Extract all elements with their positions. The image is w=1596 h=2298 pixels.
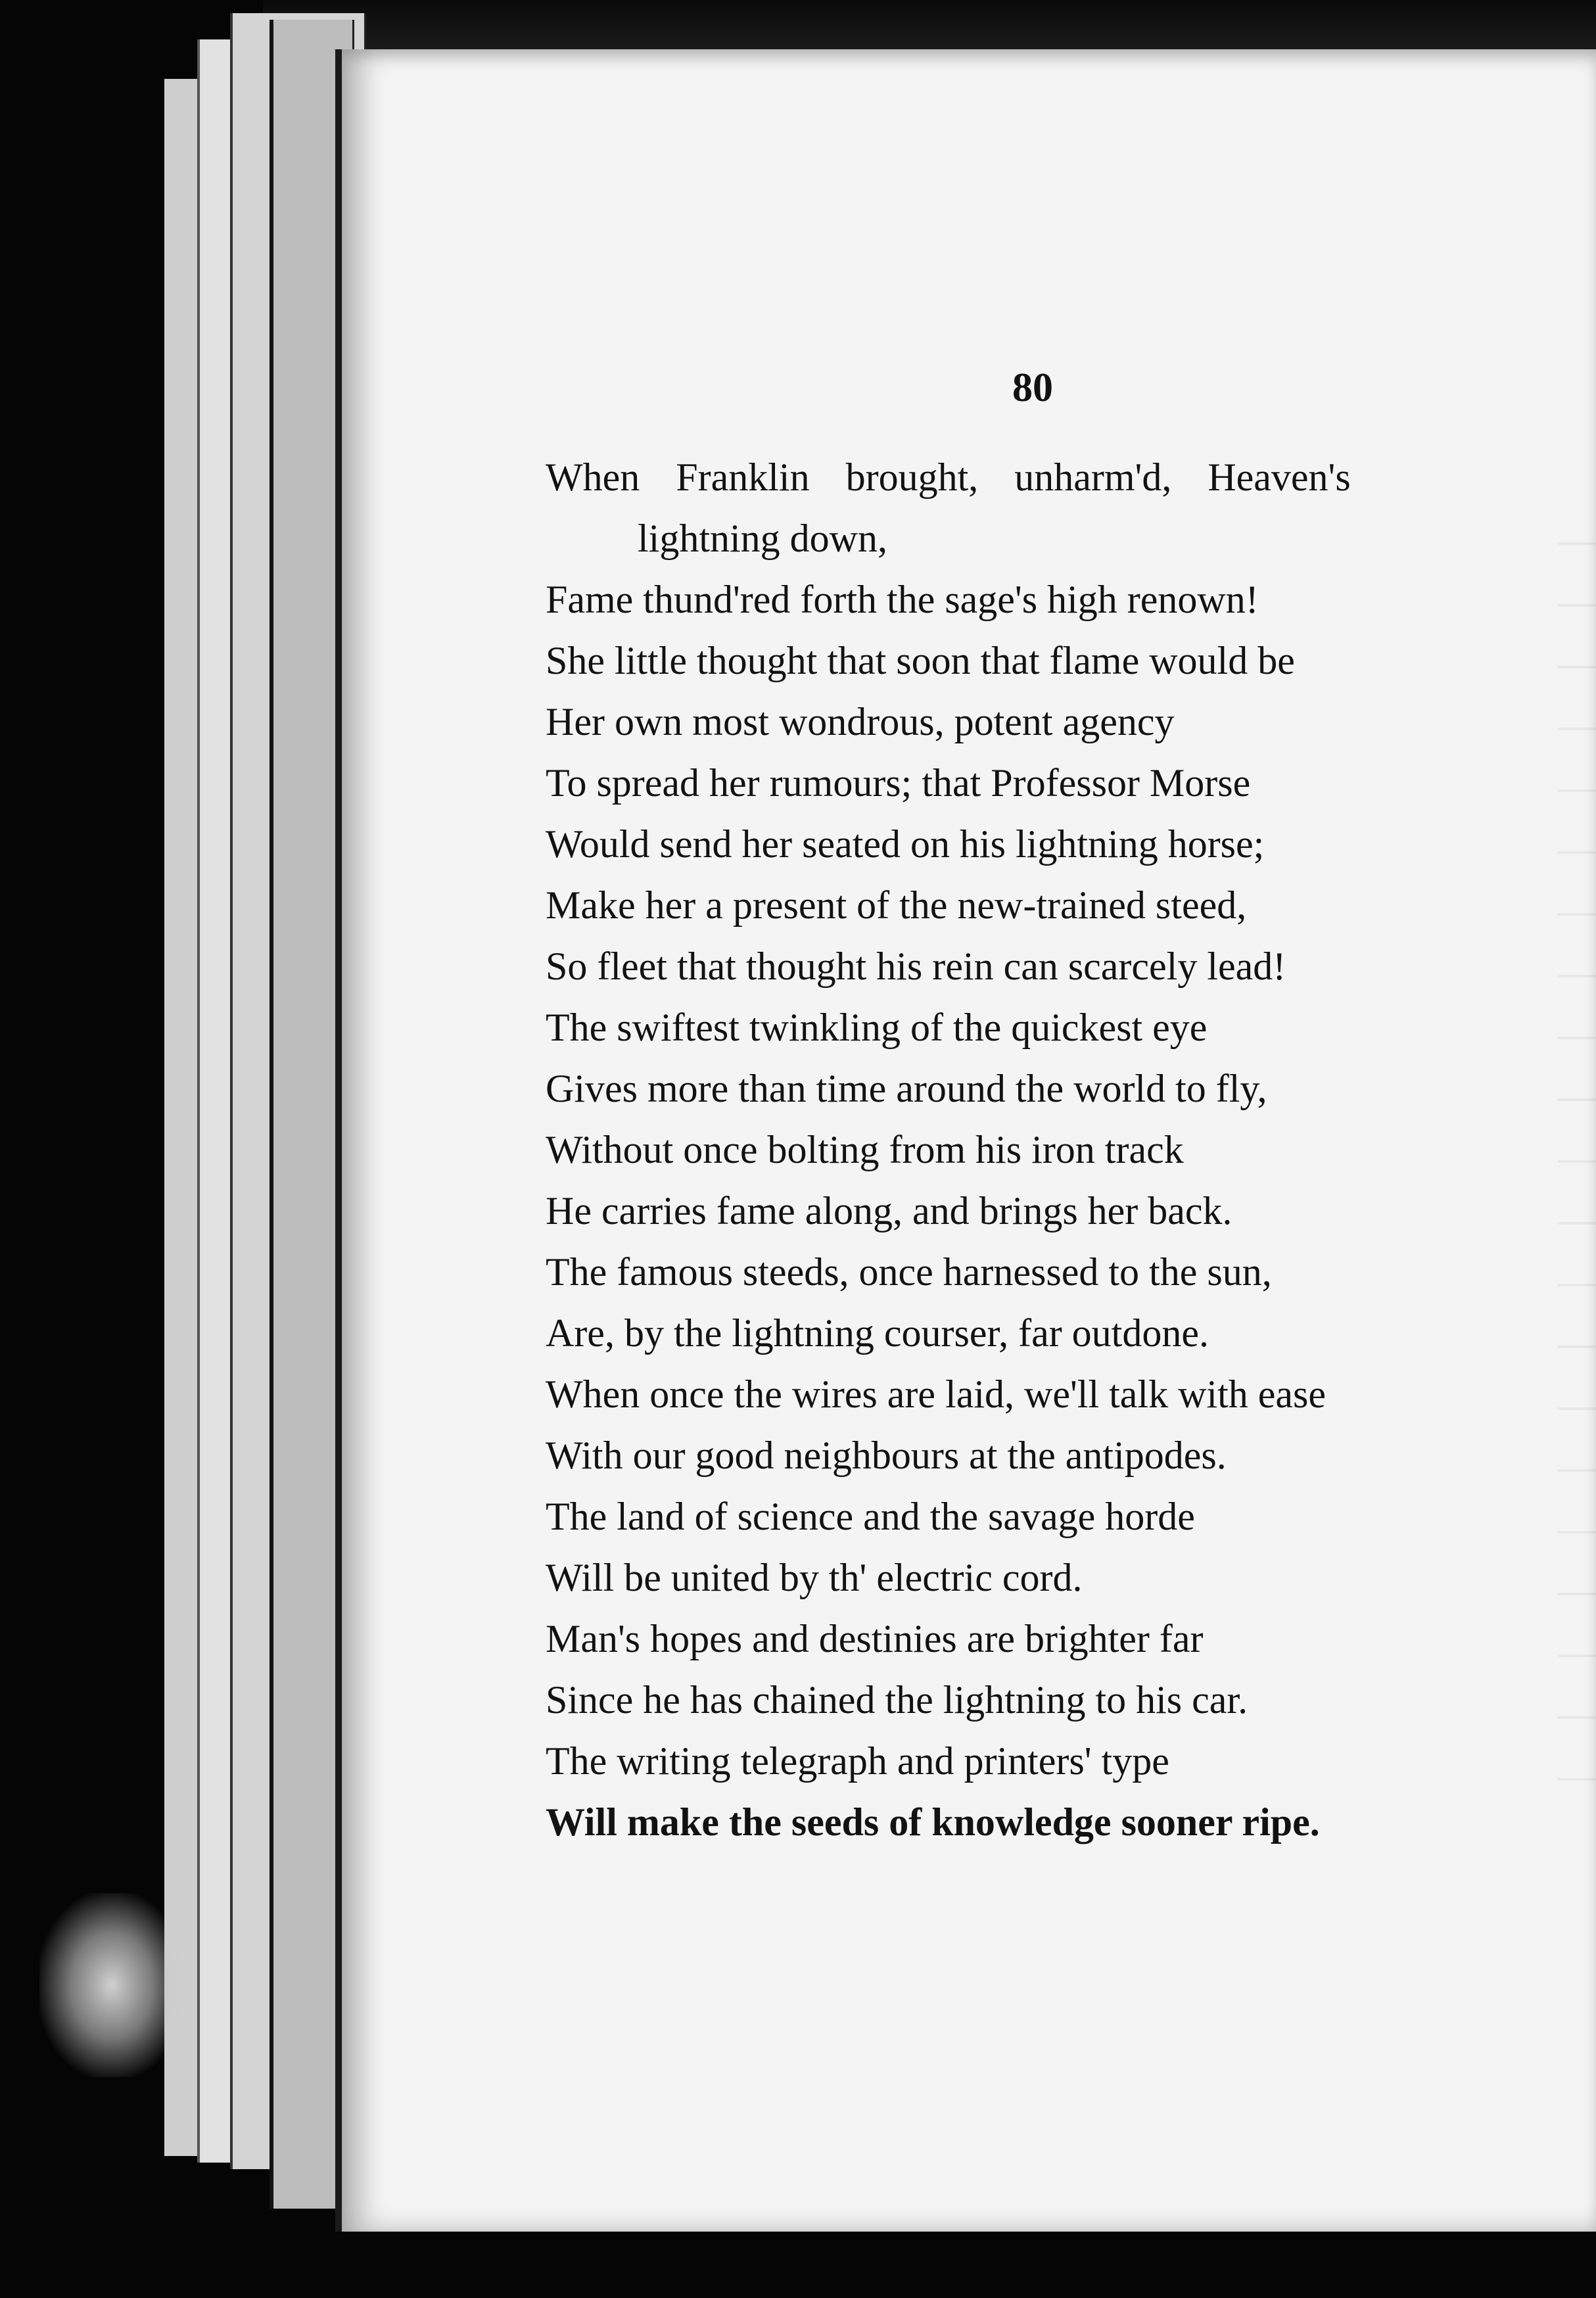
poem-line: Her own most wondrous, potent agency [546, 700, 1175, 743]
poem-line: Would send her seated on his lightning horse; [546, 822, 1265, 866]
page-number: 80 [1012, 365, 1053, 410]
poem-line: When once the wires are laid, we'll talk with ease [546, 1372, 1326, 1416]
poem-line: Man's hopes and destinies are brighter far [546, 1617, 1204, 1660]
poem-line: Make her a present of the new-trained steed, [546, 883, 1247, 927]
scan-smudge [39, 1893, 184, 2077]
poem-line: Since he has chained the lightning to his car. [546, 1678, 1248, 1722]
show-through [1558, 483, 1596, 1798]
poem-line: The land of science and the savage horde [546, 1495, 1195, 1538]
poem-text [546, 447, 1518, 1853]
poem-line: Will make the seeds of knowledge sooner ripe. [546, 1800, 1320, 1844]
poem-line: To spread her rumours; that Professor Morse [546, 761, 1251, 805]
poem-line: The swiftest twinkling of the quickest eye [546, 1006, 1208, 1049]
poem-line: Fame thund'red forth the sage's high renown! [546, 578, 1259, 621]
poem-line: Are, by the lightning courser, far outdone. [546, 1311, 1209, 1355]
poem-line: The writing telegraph and printers' type [546, 1739, 1169, 1783]
poem-line: He carries fame along, and brings her back. [546, 1189, 1232, 1232]
poem-line: The famous steeds, once harnessed to the sun, [546, 1250, 1272, 1294]
poem-line: So fleet that thought his rein can scarcely lead! [546, 945, 1286, 988]
poem-line: Without once bolting from his iron track [546, 1128, 1184, 1171]
poem-line: lightning down, [638, 517, 888, 560]
poem-line: When Franklin brought, unharm'd, Heaven's [546, 456, 1351, 499]
poem-line: Gives more than time around the world to fly, [546, 1067, 1267, 1110]
poem-line: She little thought that soon that flame would be [546, 639, 1295, 682]
scan-top-shadow [263, 0, 1596, 53]
poem-line: With our good neighbours at the antipodes. [546, 1434, 1227, 1477]
poem-line: Will be united by th' electric cord. [546, 1556, 1083, 1599]
